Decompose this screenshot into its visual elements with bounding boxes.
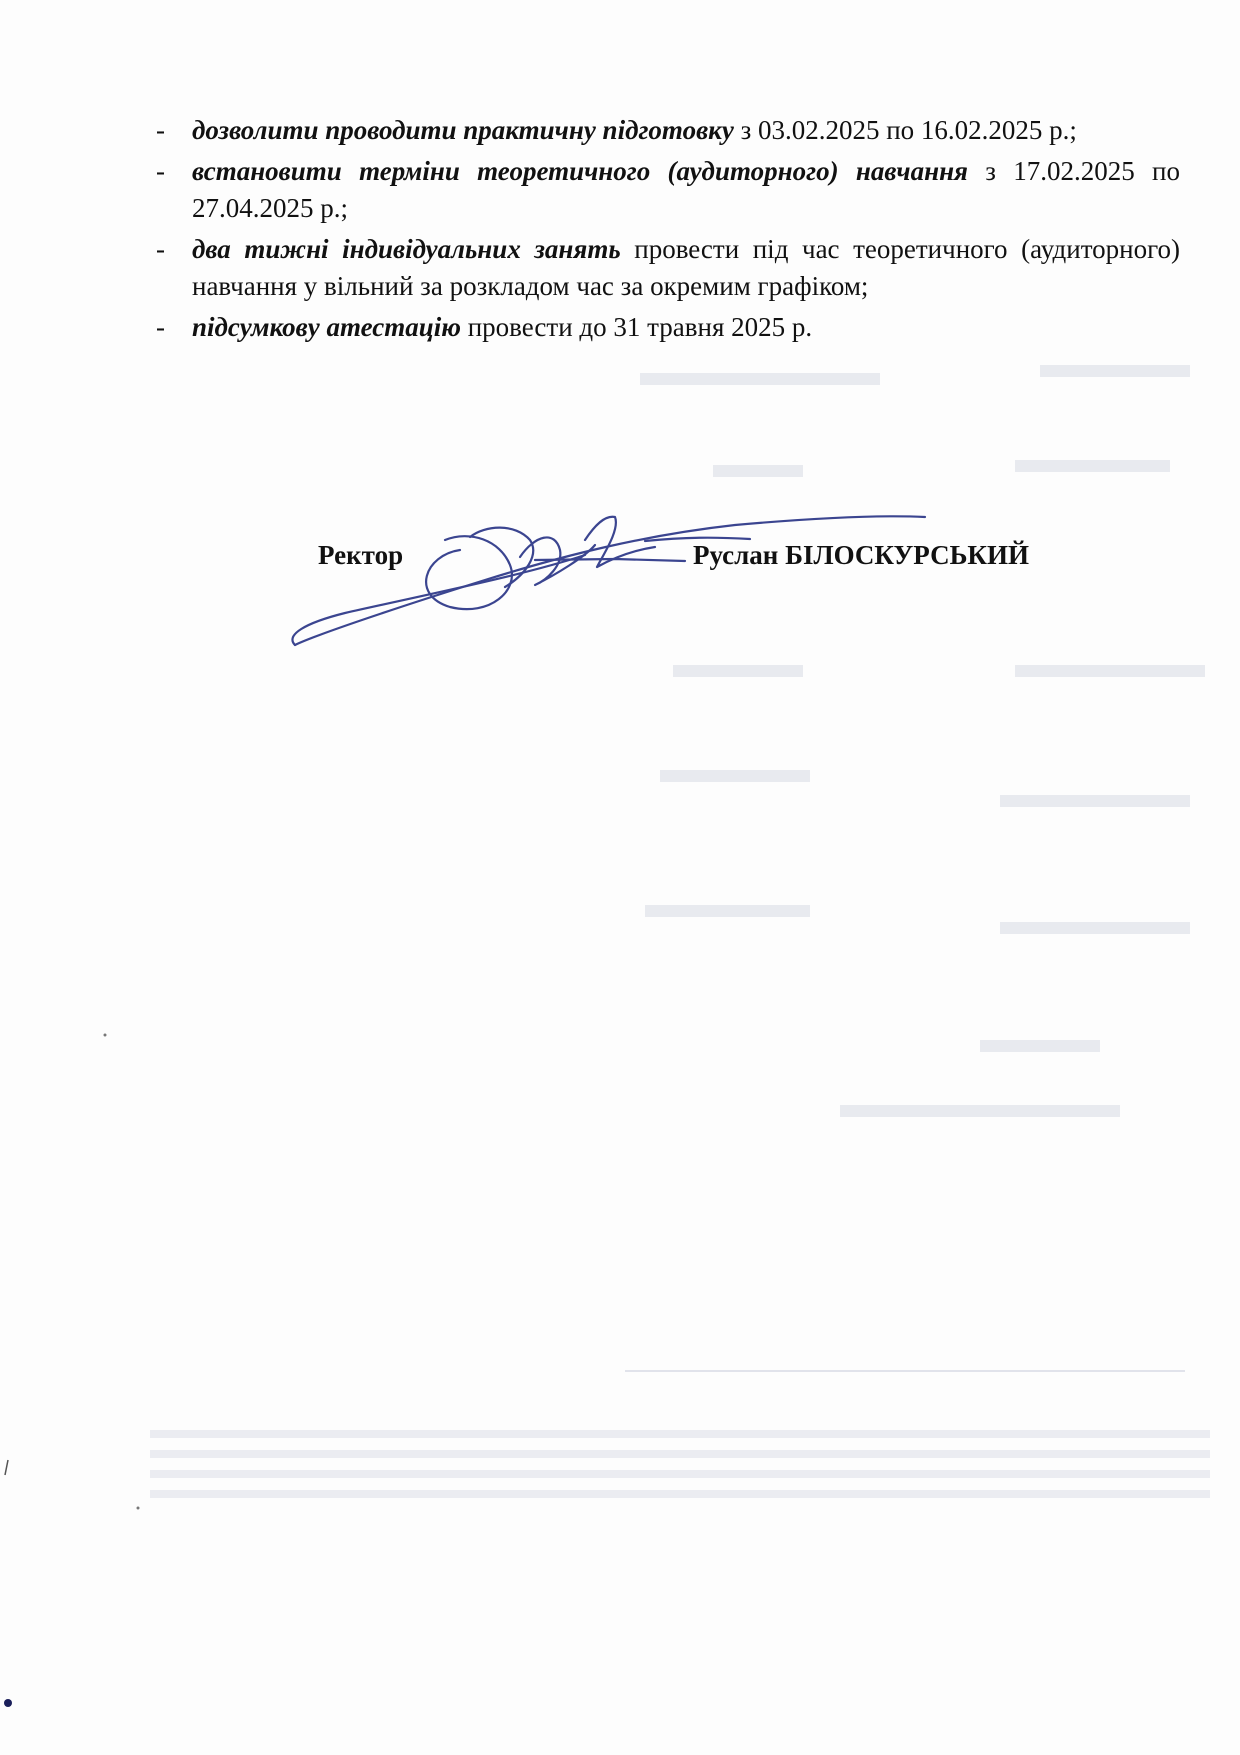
- signatory-name: Руслан БІЛОСКУРСЬКИЙ: [693, 540, 1030, 570]
- list-item: [150, 231, 1180, 305]
- item-emphasis: дозволити проводити практичну підготовку: [192, 115, 734, 145]
- bullet-dash: -: [156, 115, 165, 145]
- list-item: [150, 309, 1180, 346]
- bullet-dash: -: [156, 312, 165, 342]
- signatory-title: Ректор: [318, 540, 404, 570]
- item-text: з 03.02.2025 по 16.02.2025 р.;: [733, 115, 1077, 145]
- item-emphasis: підсумкову атестацію: [192, 312, 461, 342]
- item-text: провести до 31 травня 2025 р.: [460, 312, 813, 342]
- item-emphasis: два тижні індивідуальних занять: [192, 234, 621, 264]
- bullet-dash: -: [156, 234, 165, 264]
- list-item: [150, 112, 1180, 149]
- list-item: [150, 153, 1180, 227]
- bullet-dash: -: [156, 156, 165, 186]
- item-text: провести під час теоретичного (аудиторного) навчання у вільний за розкладом час за окремим графіком;: [192, 234, 1180, 301]
- item-emphasis: встановити терміни теоретичного (аудиторного) навчання: [192, 156, 968, 186]
- item-text: з 17.02.2025 по 27.04.2025 р.;: [192, 156, 1180, 223]
- handwritten-signature: [285, 495, 945, 660]
- decision-list: [150, 112, 1180, 350]
